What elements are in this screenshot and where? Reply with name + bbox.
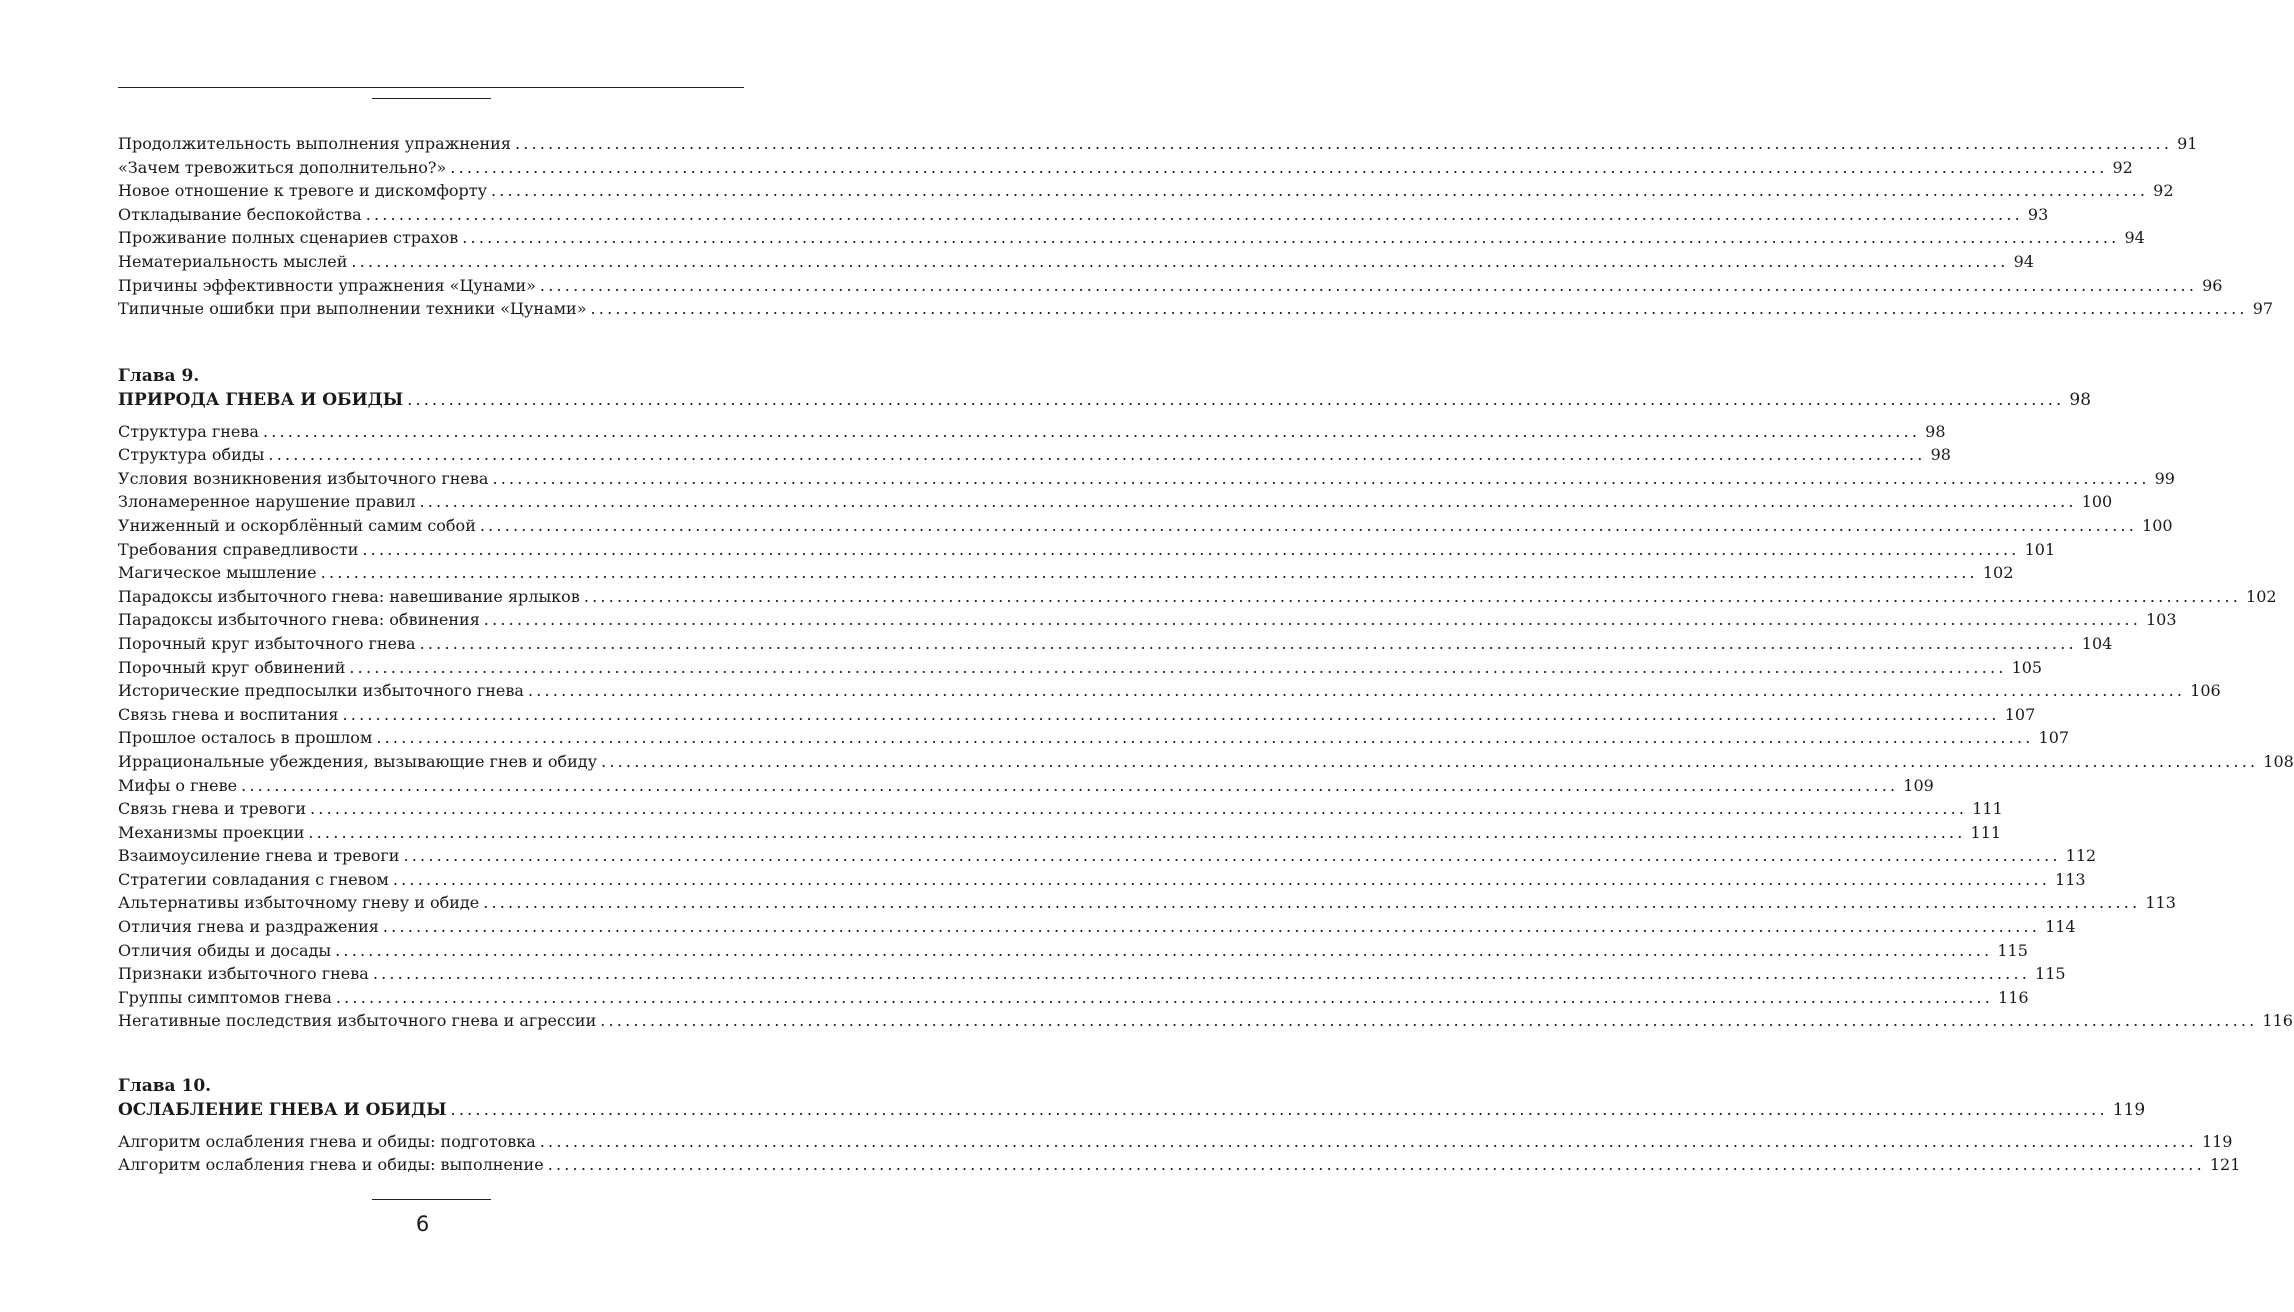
toc-leader: ........................................................................................................................................................................................................ xyxy=(600,1011,2258,1031)
toc-entry xyxy=(118,561,2014,585)
toc-entry-page: 92 xyxy=(2153,181,2174,201)
chapter-10-section xyxy=(118,1074,2241,1177)
toc-entry-title: Структура обиды xyxy=(118,445,265,465)
chapter-title: ОСЛАБЛЕНИЕ ГНЕВА И ОБИДЫ xyxy=(118,1100,447,1120)
toc-entry-page: 102 xyxy=(1982,563,2014,583)
toc-leader: ........................................................................................................................................................................................................ xyxy=(320,563,1978,583)
toc-entry-title: Группы симптомов гнева xyxy=(118,987,332,1007)
toc-entry-title: Проживание полных сценариев страхов xyxy=(118,228,459,248)
toc-entry-page: 99 xyxy=(2154,468,2175,488)
toc-entry-page: 109 xyxy=(1903,775,1934,795)
toc-continuation xyxy=(118,132,2274,321)
toc-entry xyxy=(118,774,1934,798)
toc-entry xyxy=(118,844,2097,868)
toc-entry-page: 114 xyxy=(2045,917,2076,937)
toc-entry xyxy=(118,891,2176,915)
toc-entry-page: 96 xyxy=(2202,275,2223,295)
toc-leader: ........................................................................................................................................................................................................ xyxy=(539,1131,2197,1151)
toc-entry xyxy=(118,750,2294,774)
toc-entry xyxy=(118,467,2175,491)
toc-entry-page: 100 xyxy=(2142,515,2173,535)
toc-leader: ........................................................................................................................................................................................................ xyxy=(372,964,2031,984)
toc-leader: ........................................................................................................................................................................................................ xyxy=(483,610,2141,630)
toc-entry-title: Порочный круг обвинений xyxy=(118,657,346,677)
toc-leader: ........................................................................................................................................................................................................ xyxy=(310,799,1968,819)
toc-entry-page: 113 xyxy=(2145,893,2176,913)
toc-leader: ........................................................................................................................................................................................................ xyxy=(392,869,2051,889)
toc-entry-title: Признаки избыточного гнева xyxy=(118,964,369,984)
toc-entry-page: 108 xyxy=(2263,751,2294,771)
toc-entry-page: 91 xyxy=(2177,134,2198,153)
toc-entry-page: 105 xyxy=(2011,657,2043,677)
toc-leader: ........................................................................................................................................................................................................ xyxy=(492,468,2150,488)
toc-entry xyxy=(118,797,2003,821)
toc-entry-title: Типичные ошибки при выполнении техники «Цунами» xyxy=(118,299,587,319)
toc-entry xyxy=(118,226,2145,250)
toc-leader: ........................................................................................................................................................................................................ xyxy=(241,775,1899,795)
toc-entry-page: 104 xyxy=(2081,633,2113,653)
toc-entry-title: Прошлое осталось в прошлом xyxy=(118,728,373,748)
toc-leader: ........................................................................................................................................................................................................ xyxy=(308,822,1966,842)
toc-leader: ........................................................................................................................................................................................................ xyxy=(539,275,2198,295)
toc-leader: ........................................................................................................................................................................................................ xyxy=(547,1155,2205,1175)
toc-entry-title: Отличия обиды и досады xyxy=(118,940,332,960)
toc-leader: ........................................................................................................................................................................................................ xyxy=(490,181,2149,201)
toc-entry-page: 116 xyxy=(1998,987,2029,1007)
toc-leader: ........................................................................................................................................................................................................ xyxy=(362,539,2020,559)
toc-entry-title: Алгоритм ослабления гнева и обиды: выполнение xyxy=(118,1155,544,1175)
toc-leader: ........................................................................................................................................................................................................ xyxy=(342,704,2000,724)
chapter-title-entry xyxy=(118,1098,2146,1122)
toc-entry-title: Механизмы проекции xyxy=(118,822,305,842)
toc-entry xyxy=(118,297,2274,321)
toc-entry-page: 121 xyxy=(2209,1155,2241,1175)
toc-entry-title: Откладывание беспокойства xyxy=(118,204,362,224)
header-short-rule xyxy=(372,98,491,99)
toc-leader: ........................................................................................................................................................................................................ xyxy=(403,846,2061,866)
toc-entry-title: Негативные последствия избыточного гнева и агрессии xyxy=(118,1011,597,1031)
toc-entry-title: Магическое мышление xyxy=(118,563,317,583)
toc-entry-page: 100 xyxy=(2081,492,2113,512)
header-rule xyxy=(118,87,744,88)
toc-leader: ........................................................................................................................................................................................................ xyxy=(601,751,2259,771)
toc-entry-title: «Зачем тревожиться дополнительно?» xyxy=(118,157,447,177)
toc-entry xyxy=(118,179,2174,203)
toc-entry-title: Злонамеренное нарушение правил xyxy=(118,492,416,512)
toc-entry-page: 113 xyxy=(2055,869,2086,889)
toc-entry xyxy=(118,939,2028,963)
toc-entry-page: 111 xyxy=(1972,799,2003,819)
toc-leader: ........................................................................................................................................................................................................ xyxy=(419,633,2077,653)
toc-entry-page: 98 xyxy=(1930,445,1951,465)
toc-leader: ........................................................................................................................................................................................................ xyxy=(527,681,2186,701)
toc-entry xyxy=(118,1130,2233,1154)
chapter-9-section xyxy=(118,364,2294,1033)
toc-entry xyxy=(118,250,2034,274)
toc-entry-page: 111 xyxy=(1970,822,2002,842)
toc-entry xyxy=(118,1009,2293,1033)
toc-entry xyxy=(118,679,2221,703)
toc-entry-title: Униженный и оскорблённый самим собой xyxy=(118,515,476,535)
toc-entry-title: Мифы о гневе xyxy=(118,775,238,795)
toc-entry-title: Исторические предпосылки избыточного гнева xyxy=(118,681,524,701)
toc-entry xyxy=(118,132,2198,156)
toc-entry-page: 107 xyxy=(2004,704,2036,724)
toc-leader: ........................................................................................................................................................................................................ xyxy=(351,251,2009,271)
toc-entry-page: 106 xyxy=(2190,681,2221,701)
toc-entry-page: 97 xyxy=(2252,299,2274,319)
toc-entry-title: Взаимоусиление гнева и тревоги xyxy=(118,846,400,866)
toc-entry-page: 115 xyxy=(2035,964,2066,984)
toc-entry-title: Условия возникновения избыточного гнева xyxy=(118,468,489,488)
toc-entry-page: 93 xyxy=(2027,204,2049,224)
toc-entry xyxy=(118,1153,2241,1177)
toc-entry-page: 115 xyxy=(1997,940,2028,960)
toc-entry-title: Иррациональные убеждения, вызывающие гнев и обиду xyxy=(118,751,598,771)
toc-entry-title: Альтернативы избыточному гневу и обиде xyxy=(118,893,480,913)
toc-entry xyxy=(118,962,2066,986)
toc-entry-title: Структура гнева xyxy=(118,421,259,441)
toc-entry-page: 98 xyxy=(1925,421,1946,441)
toc-entry-title: Требования справедливости xyxy=(118,539,359,559)
toc-leader: ........................................................................................................................................................................................................ xyxy=(407,390,2065,409)
toc-entry xyxy=(118,726,2070,750)
toc-leader: ........................................................................................................................................................................................................ xyxy=(365,204,2023,224)
toc-entry xyxy=(118,274,2223,298)
toc-entry xyxy=(118,585,2277,609)
toc-leader: ........................................................................................................................................................................................................ xyxy=(450,157,2108,177)
toc-entry-title: Продолжительность выполнения упражнения xyxy=(118,134,511,153)
toc-leader: ........................................................................................................................................................................................................ xyxy=(335,940,1993,960)
toc-entry xyxy=(118,915,2076,939)
toc-leader: ........................................................................................................................................................................................................ xyxy=(450,1100,2108,1119)
toc-leader: ........................................................................................................................................................................................................ xyxy=(483,893,2141,913)
toc-entry-page: 92 xyxy=(2112,157,2133,177)
toc-entry xyxy=(118,514,2173,538)
toc-entry-page: 103 xyxy=(2145,610,2177,630)
toc-entry-title: Алгоритм ослабления гнева и обиды: подготовка xyxy=(118,1131,536,1151)
toc-leader: ........................................................................................................................................................................................................ xyxy=(514,134,2173,153)
toc-entry xyxy=(118,156,2133,180)
toc-entry-page: 94 xyxy=(2013,251,2034,271)
toc-leader: ........................................................................................................................................................................................................ xyxy=(583,586,2242,606)
chapter-title-entry xyxy=(118,388,2092,412)
toc-entry-title: Порочный круг избыточного гнева xyxy=(118,633,416,653)
toc-leader: ........................................................................................................................................................................................................ xyxy=(462,228,2120,248)
toc-entry-title: Связь гнева и воспитания xyxy=(118,704,339,724)
toc-leader: ........................................................................................................................................................................................................ xyxy=(382,917,2041,937)
toc-leader: ........................................................................................................................................................................................................ xyxy=(590,299,2248,319)
toc-entry-page: 112 xyxy=(2065,846,2097,866)
toc-entry-title: Причины эффективности упражнения «Цунами» xyxy=(118,275,536,295)
toc-entry-title: Новое отношение к тревоге и дискомфорту xyxy=(118,181,487,201)
toc-entry-title: Парадоксы избыточного гнева: обвинения xyxy=(118,610,480,630)
toc-leader: ........................................................................................................................................................................................................ xyxy=(349,657,2007,677)
chapter-page: 98 xyxy=(2069,390,2092,410)
toc-entry xyxy=(118,632,2113,656)
toc-leader: ........................................................................................................................................................................................................ xyxy=(335,987,1994,1007)
page-number: 6 xyxy=(415,1212,430,1236)
toc-entry-page: 116 xyxy=(2262,1011,2293,1031)
chapter-number: Глава 10. xyxy=(118,1076,212,1096)
toc-entry xyxy=(118,986,2029,1010)
toc-leader: ........................................................................................................................................................................................................ xyxy=(262,421,1921,441)
toc-entry xyxy=(118,821,2002,845)
toc-entry xyxy=(118,538,2056,562)
toc-entry-page: 107 xyxy=(2038,728,2070,748)
chapter-number: Глава 9. xyxy=(118,366,200,386)
toc-leader: ........................................................................................................................................................................................................ xyxy=(376,728,2034,748)
chapter-title: ПРИРОДА ГНЕВА И ОБИДЫ xyxy=(118,390,404,410)
toc-entry-title: Стратегии совладания с гневом xyxy=(118,869,389,889)
toc-entry xyxy=(118,203,2049,227)
toc-leader: ........................................................................................................................................................................................................ xyxy=(268,445,1926,465)
toc-entry xyxy=(118,868,2086,892)
toc-entry-title: Парадоксы избыточного гнева: навешивание ярлыков xyxy=(118,586,580,606)
toc-leader: ........................................................................................................................................................................................................ xyxy=(419,492,2077,512)
toc-entry-title: Отличия гнева и раздражения xyxy=(118,917,379,937)
toc-entry-page: 102 xyxy=(2246,586,2277,606)
toc-leader: ........................................................................................................................................................................................................ xyxy=(479,515,2138,535)
toc-entry-title: Нематериальность мыслей xyxy=(118,251,348,271)
toc-entry xyxy=(118,656,2043,680)
toc-entry xyxy=(118,443,1951,467)
toc-entry xyxy=(118,703,2036,727)
toc-entry-page: 101 xyxy=(2024,539,2056,559)
toc-entry xyxy=(118,608,2177,632)
toc-entry-page: 94 xyxy=(2124,228,2145,248)
toc-entry xyxy=(118,490,2113,514)
toc-entry-page: 119 xyxy=(2201,1131,2233,1151)
footer-short-rule xyxy=(372,1199,491,1200)
toc-entry-title: Связь гнева и тревоги xyxy=(118,799,307,819)
toc-entry xyxy=(118,420,1946,444)
chapter-page: 119 xyxy=(2112,1100,2146,1120)
